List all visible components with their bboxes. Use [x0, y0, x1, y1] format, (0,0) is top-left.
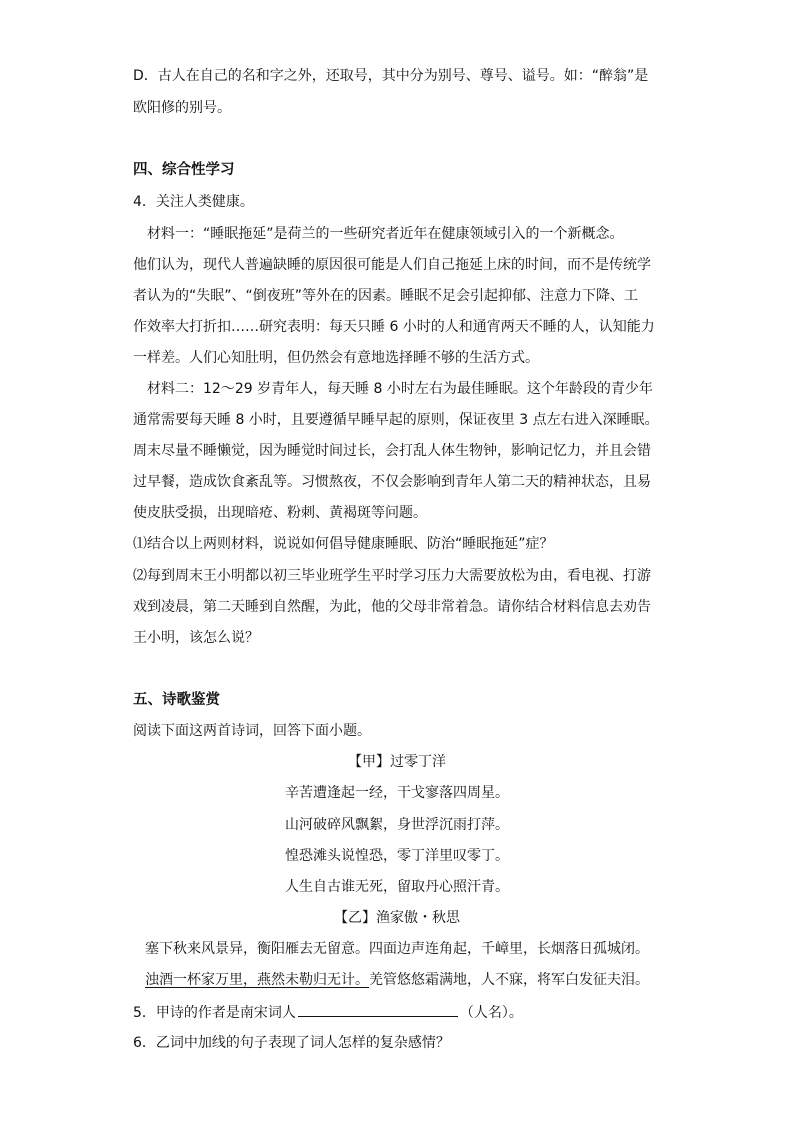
poem-a-title: 【甲】过零丁洋 [348, 754, 446, 770]
material-1-line: 他们认为，现代人普遍缺睡的原因很可能是人们自己拖延上床的时间，而不是传统学 [133, 257, 651, 273]
poem-b-line-2 [0, 970, 794, 990]
question-5-text: 5．甲诗的作者是南宋词人 [133, 1005, 296, 1021]
section-5-title: 五、诗歌鉴赏 [133, 692, 220, 708]
material-2-line: 通常需要每天睡 8 小时，且要遵循早睡早起的原则，保证夜里 3 点左右进入深睡眠。 [133, 412, 659, 428]
section-4-title: 四、综合性学习 [133, 162, 235, 178]
question-5 [133, 1002, 523, 1023]
sub-question-2-line: 戏到凌晨，第二天睡到自然醒，为此，他的父母非常着急。请你结合材料信息去劝告 [133, 599, 651, 615]
question-6: 6．乙词中加线的句子表现了词人怎样的复杂感情？ [133, 1035, 450, 1051]
question-4: 4．关注人类健康。 [133, 194, 254, 210]
poem-a-line: 人生自古谁无死，留取丹心照汗青。 [285, 879, 509, 895]
material-1-line: 材料一：“睡眠拖延”是荷兰的一些研究者近年在健康领域引入的一个新概念。 [147, 226, 624, 242]
poem-a-line: 惶恐滩头说惶恐，零丁洋里叹零丁。 [285, 848, 509, 864]
question-5-suffix: （人名）。 [459, 1005, 523, 1021]
option-d-line-1: D．古人在自己的名和字之外，还取号，其中分为别号、尊号、谥号。如：“醉翁”是 [133, 68, 649, 84]
poem-b-line-2-rest: 羌管悠悠霜满地，人不寐，将军白发征夫泪。 [369, 972, 649, 988]
material-1-line: 者认为的“失眠”、“倒夜班”等外在的因素。睡眠不足会引起抑郁、注意力下降、工 [133, 288, 639, 304]
poem-b-title: 【乙】渔家傲・秋思 [334, 910, 460, 926]
sub-question-1: ⑴结合以上两则材料，说说如何倡导健康睡眠、防治“睡眠拖延”症？ [133, 536, 554, 552]
option-d-line-2: 欧阳修的别号。 [133, 100, 231, 116]
poem-b-line-1: 塞下秋来风景异，衡阳雁去无留意。四面边声连角起，千嶂里，长烟落日孤城闭。 [145, 941, 649, 957]
material-1-line: 作效率大打折扣……研究表明：每天只睡 6 小时的人和通宵两天不睡的人，认知能力 [133, 319, 655, 335]
material-1-line: 一样差。人们心知肚明，但仍然会有意地选择睡不够的生活方式。 [133, 350, 539, 366]
material-2-line: 使皮肤受损，出现暗疮、粉刺、黄褐斑等问题。 [133, 505, 427, 521]
material-2-line: 材料二：12～29 岁青年人，每天睡 8 小时左右为最佳睡眠。这个年龄段的青少年 [147, 381, 653, 397]
sub-question-2-line: ⑵每到周末王小明都以初三毕业班学生平时学习压力大需要放松为由，看电视、打游 [133, 568, 651, 584]
poem-a-line: 山河破碎风飘絮，身世浮沉雨打萍。 [285, 817, 509, 833]
poem-a-line: 辛苦遭逢起一经，干戈寥落四周星。 [285, 785, 509, 801]
material-2-line: 周末尽量不睡懒觉，因为睡觉时间过长，会打乱人体生物钟，影响记忆力，并且会错 [133, 443, 651, 459]
sub-question-2-line: 王小明，该怎么说？ [133, 630, 259, 646]
answer-blank[interactable] [298, 1002, 458, 1017]
poem-intro: 阅读下面这两首诗词，回答下面小题。 [133, 723, 371, 739]
material-2-line: 过早餐，造成饮食紊乱等。习惯熬夜，不仅会影响到青年人第二天的精神状态，且易 [133, 474, 651, 490]
poem-b-underlined-phrase: 浊酒一杯家万里，燕然未勒归无计。 [145, 972, 369, 988]
